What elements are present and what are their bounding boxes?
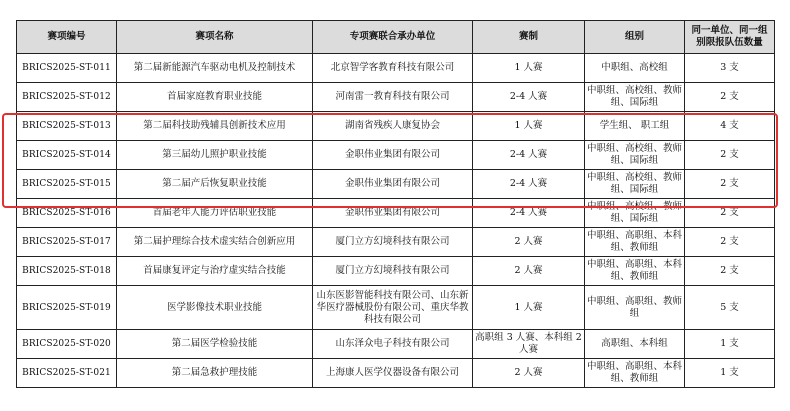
cell-format: 1 人赛: [473, 112, 585, 141]
cell-organizer: 厦门立方幻境科技有限公司: [313, 257, 473, 286]
table-row: [17, 54, 775, 83]
cell-organizer: 金职伟业集团有限公司: [313, 141, 473, 170]
cell-group: 中职组、高职组、本科组、教师组: [585, 359, 685, 388]
cell-name: 第二届急救护理技能: [117, 359, 313, 388]
cell-name: 医学影像技术职业技能: [117, 286, 313, 330]
cell-organizer: 北京智学客教育科技有限公司: [313, 54, 473, 83]
cell-name: 第二届新能源汽车驱动电机及控制技术: [117, 54, 313, 83]
header-code: 赛项编号: [17, 21, 117, 54]
header-group: 组别: [585, 21, 685, 54]
cell-group: 中职组、高校组、教师组、国际组: [585, 141, 685, 170]
cell-group: 中职组、高职组、本科组、教师组: [585, 228, 685, 257]
table-row: [17, 330, 775, 359]
cell-code: BRICS2025-ST-018: [17, 257, 117, 286]
cell-name: 第二届护理综合技术虚实结合创新应用: [117, 228, 313, 257]
cell-organizer: 山东泽众电子科技有限公司: [313, 330, 473, 359]
cell-organizer: 湖南省残疾人康复协会: [313, 112, 473, 141]
cell-format: 高职组 3 人赛、本科组 2 人赛: [473, 330, 585, 359]
cell-code: BRICS2025-ST-012: [17, 83, 117, 112]
cell-format: 2-4 人赛: [473, 199, 585, 228]
cell-format: 1 人赛: [473, 54, 585, 83]
cell-name: 第二届科技助残辅具创新技术应用: [117, 112, 313, 141]
cell-code: BRICS2025-ST-017: [17, 228, 117, 257]
cell-organizer: 河南雷一教育科技有限公司: [313, 83, 473, 112]
cell-code: BRICS2025-ST-011: [17, 54, 117, 83]
cell-team-limit: 2 支: [685, 228, 775, 257]
cell-organizer: 金职伟业集团有限公司: [313, 170, 473, 199]
table-header-row: [17, 21, 775, 54]
cell-team-limit: 3 支: [685, 54, 775, 83]
cell-team-limit: 2 支: [685, 141, 775, 170]
cell-team-limit: 1 支: [685, 330, 775, 359]
cell-name: 首届康复评定与治疗虚实结合技能: [117, 257, 313, 286]
cell-team-limit: 1 支: [685, 359, 775, 388]
table-row: [17, 112, 775, 141]
table-row: [17, 359, 775, 388]
table-body: [17, 54, 775, 388]
cell-group: 中职组、高职组、本科组、教师组: [585, 257, 685, 286]
table-row: [17, 141, 775, 170]
cell-format: 2-4 人赛: [473, 170, 585, 199]
cell-code: BRICS2025-ST-015: [17, 170, 117, 199]
cell-format: 2 人赛: [473, 228, 585, 257]
cell-code: BRICS2025-ST-013: [17, 112, 117, 141]
cell-group: 高职组、本科组: [585, 330, 685, 359]
cell-name: 第二届产后恢复职业技能: [117, 170, 313, 199]
header-format: 赛制: [473, 21, 585, 54]
cell-group: 中职组、高校组、教师组、国际组: [585, 199, 685, 228]
table-row: [17, 228, 775, 257]
table-row: [17, 286, 775, 330]
cell-team-limit: 4 支: [685, 112, 775, 141]
header-team-limit: 同一单位、同一组别限报队伍数量: [685, 21, 775, 54]
cell-format: 2 人赛: [473, 257, 585, 286]
cell-code: BRICS2025-ST-021: [17, 359, 117, 388]
cell-team-limit: 2 支: [685, 170, 775, 199]
cell-group: 中职组、高职组、教师组: [585, 286, 685, 330]
cell-group: 中职组、高校组、教师组、国际组: [585, 170, 685, 199]
cell-name: 首届老年人能力评估职业技能: [117, 199, 313, 228]
cell-group: 中职组、高校组、教师组、国际组: [585, 83, 685, 112]
cell-team-limit: 2 支: [685, 83, 775, 112]
cell-organizer: 上海康人医学仪器设备有限公司: [313, 359, 473, 388]
cell-format: 2-4 人赛: [473, 141, 585, 170]
cell-organizer: 金职伟业集团有限公司: [313, 199, 473, 228]
table-row: [17, 170, 775, 199]
cell-format: 2 人赛: [473, 359, 585, 388]
competition-table-container: [16, 20, 774, 388]
cell-name: 第二届医学检验技能: [117, 330, 313, 359]
table-row: [17, 83, 775, 112]
cell-code: BRICS2025-ST-014: [17, 141, 117, 170]
cell-team-limit: 2 支: [685, 257, 775, 286]
header-name: 赛项名称: [117, 21, 313, 54]
cell-code: BRICS2025-ST-016: [17, 199, 117, 228]
cell-group: 学生组、 职工组: [585, 112, 685, 141]
cell-group: 中职组、高校组: [585, 54, 685, 83]
cell-name: 首届家庭教育职业技能: [117, 83, 313, 112]
competition-table: [16, 20, 775, 388]
cell-organizer: 山东医影智能科技有限公司、山东新华医疗器械股份有限公司、重庆华教科技有限公司: [313, 286, 473, 330]
header-organizer: 专项赛联合承办单位: [313, 21, 473, 54]
cell-format: 1 人赛: [473, 286, 585, 330]
cell-code: BRICS2025-ST-020: [17, 330, 117, 359]
table-row: [17, 257, 775, 286]
cell-team-limit: 2 支: [685, 199, 775, 228]
cell-code: BRICS2025-ST-019: [17, 286, 117, 330]
cell-format: 2-4 人赛: [473, 83, 585, 112]
cell-name: 第三届幼儿照护职业技能: [117, 141, 313, 170]
cell-organizer: 厦门立方幻境科技有限公司: [313, 228, 473, 257]
table-row: [17, 199, 775, 228]
cell-team-limit: 5 支: [685, 286, 775, 330]
